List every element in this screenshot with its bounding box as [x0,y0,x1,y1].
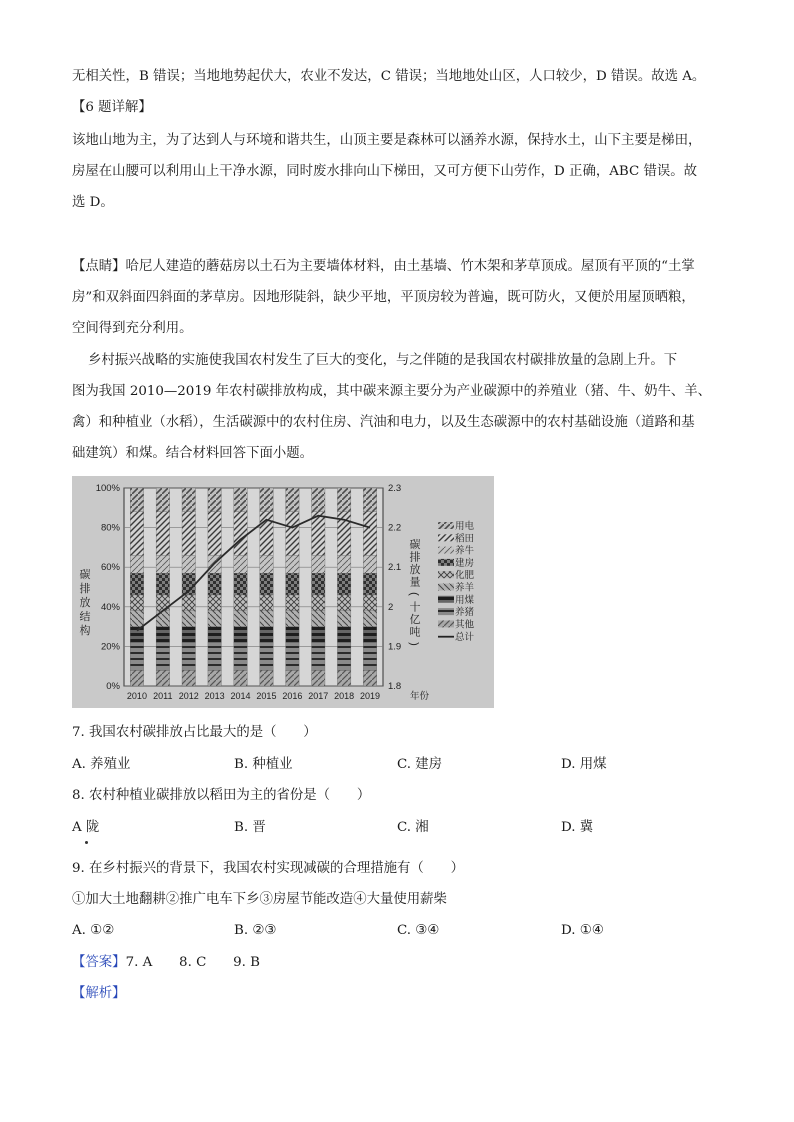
text-line: 空间得到充分利用。 [72,321,193,336]
q9-option-a: A. ①② [72,923,115,938]
bar-segment [130,670,143,686]
bar-segment [286,512,299,556]
bar-segment [260,488,273,512]
legend-label: 养猪 [455,607,475,619]
bar-segment [182,670,195,686]
y2-axis-label-char: 碳 [409,539,421,551]
bar-segment [234,512,247,556]
q9-option-b: B. ②③ [234,923,277,938]
bar-segment [182,642,195,670]
bar-segment [182,512,195,556]
bar-segment [312,573,325,595]
bar-segment [363,627,376,643]
answer-values: 7. A 8. C 9. B [125,955,260,970]
text-line: 房”和双斜面四斜面的茅草房。因地形陡斜，缺少平地，平顶房较为普遍，既可防火，又便於用屋顶晒粮， [72,290,695,305]
bar-segment [156,611,169,627]
bar-segment [130,642,143,670]
bar-segment [208,595,221,611]
x-axis-label: 年份 [410,691,430,702]
text-line: 乡村振兴战略的实施使我国农村发生了巨大的变化，与之伴随的是我国农村碳排放量的急剧上升。下 [88,353,678,368]
legend-swatch [438,547,454,554]
y-tick-label: 80% [100,522,120,534]
x-tick-label: 2014 [230,691,251,701]
bar-segment [363,573,376,595]
q7-option-c: C. 建房 [397,757,443,772]
y2-axis-label-char: 量 [409,576,421,589]
bar-segment [363,670,376,686]
bar-segment [156,555,169,573]
y2-tick-label: 2.2 [388,522,402,534]
x-tick-label: 2011 [153,691,173,701]
y-axis-label-char: 碳 [79,569,91,581]
y2-axis-label-char: 十 [409,601,421,614]
bar-segment [208,642,221,670]
text-line: 础建筑）和煤。结合材料回答下面小题。 [72,446,314,461]
y2-tick-label: 1.8 [388,681,402,692]
bar-segment [286,573,299,595]
bar-segment [260,611,273,627]
bar-segment [234,670,247,686]
y2-axis-label-char: ) [408,642,420,646]
bar-segment [363,642,376,670]
answer-label: 【答案】 [72,955,126,970]
q9-option-d: D. ①④ [561,923,604,938]
legend-swatch [438,608,454,615]
x-tick-label: 2019 [360,691,381,701]
legend-swatch [438,584,454,591]
x-tick-label: 2010 [126,691,147,701]
text-line: 图为我国 2010—2019 年农村碳排放构成，其中碳来源主要分为产业碳源中的养殖业（猪、牛、奶牛、羊、 [72,384,712,399]
bar-segment [182,595,195,611]
legend-label: 养羊 [455,582,475,594]
y2-axis-label-char: 亿 [409,614,421,626]
bar-segment [156,627,169,643]
legend-label: 建房 [455,557,475,569]
bar-segment [208,670,221,686]
bar-segment [208,488,221,512]
bar-segment [130,611,143,627]
bar-segment [182,611,195,627]
bar-segment [260,627,273,643]
bar-segment [156,595,169,611]
text-line: 【点睛】哈尼人建造的蘑菇房以土石为主要墙体材料，由土基墙、竹木架和茅草顶成。屋顶有平顶的“土掌 [72,259,695,274]
bar-segment [130,488,143,512]
bar-segment [156,488,169,512]
y-axis-label-char: 排 [79,583,91,595]
bar-segment [363,611,376,627]
legend-label: 化肥 [455,570,475,582]
bar-segment [286,670,299,686]
q7-option-a: A. 养殖业 [72,757,131,772]
x-tick-label: 2012 [178,691,199,701]
analysis-label: 【解析】 [72,986,126,1001]
bar-segment [234,611,247,627]
y-axis-label-char: 构 [79,625,91,637]
bar-segment [286,488,299,512]
bar-segment [337,488,350,512]
bar-segment [337,611,350,627]
bar-segment [337,627,350,643]
bar-segment [208,611,221,627]
legend-label: 稻田 [455,533,475,545]
question-7: 7. 我国农村碳排放占比最大的是（ ） [72,725,317,740]
stray-dot [85,841,88,844]
x-tick-label: 2013 [204,691,225,701]
bar-segment [234,488,247,512]
bar-segment [130,627,143,643]
y-tick-label: 40% [100,601,120,613]
carbon-emission-chart [72,476,494,708]
text-line: 房屋在山腰可以利用山上干净水源，同时废水排向山下梯田，又可方便下山劳作，D 正确，ABC 错误。故 [72,164,698,179]
bar-segment [208,573,221,595]
bar-segment [286,555,299,573]
q8-option-c: C. 湘 [397,820,429,835]
x-tick-label: 2016 [282,691,303,701]
bar-segment [260,595,273,611]
legend-swatch [438,596,454,603]
legend-swatch [438,620,454,627]
legend-swatch [438,534,454,541]
y2-tick-label: 2.1 [388,562,402,574]
x-tick-label: 2017 [308,691,329,701]
bar-segment [156,642,169,670]
y2-tick-label: 1.9 [388,641,402,653]
section-heading: 【6 题详解】 [72,100,152,115]
bar-segment [337,642,350,670]
bar-segment [337,555,350,573]
bar-segment [312,642,325,670]
bar-segment [260,642,273,670]
bar-segment [182,627,195,643]
q8-option-b: B. 晋 [234,820,266,835]
bar-segment [208,627,221,643]
bar-segment [156,670,169,686]
bar-segment [234,555,247,573]
legend-label: 用煤 [455,594,475,606]
bar-segment [312,611,325,627]
bar-segment [337,595,350,611]
bar-segment [363,488,376,512]
q7-option-d: D. 用煤 [561,757,607,772]
y-tick-label: 100% [95,483,120,494]
bar-segment [286,595,299,611]
legend-swatch [438,571,454,578]
bar-segment [130,512,143,556]
bar-segment [156,573,169,595]
question-9: 9. 在乡村振兴的背景下，我国农村实现减碳的合理措施有（ ） [72,861,464,876]
bar-segment [286,611,299,627]
q9-option-c: C. ③④ [397,923,440,938]
y2-tick-label: 2 [388,601,394,613]
bar-segment [130,573,143,595]
y2-axis-label-char: 吨 [409,626,421,639]
text-line: 无相关性，B 错误；当地地势起伏大，农业不发达，C 错误；当地地处山区，人口较少，D 错误。故选 A。 [72,69,706,84]
bar-segment [363,555,376,573]
bar-segment [312,595,325,611]
text-line: 禽）和种植业（水稻），生活碳源中的农村住房、汽油和电力，以及生态碳源中的农村基础设施（道路和基 [72,415,695,430]
q7-option-b: B. 种植业 [234,757,293,772]
y2-tick-label: 2.3 [388,483,402,494]
text-line: 选 D。 [72,195,114,210]
answer-line [72,954,260,972]
bar-segment [337,573,350,595]
x-tick-label: 2018 [334,691,355,701]
legend-label: 其他 [455,619,475,631]
bar-segment [363,595,376,611]
bar-segment [286,627,299,643]
y2-axis-label-char: 排 [409,551,421,564]
legend-label: 养牛 [455,545,475,557]
bar-segment [363,512,376,556]
bar-segment [156,512,169,556]
bar-segment [312,555,325,573]
y-axis-label-char: 放 [79,597,91,609]
legend-label: 用电 [455,521,475,532]
bar-segment [312,488,325,512]
y2-axis-label-char: ( [408,592,420,596]
y-tick-label: 20% [100,641,120,653]
y-tick-label: 0% [106,681,120,692]
bar-segment [234,642,247,670]
bar-segment [234,595,247,611]
q8-option-a: A 陇 [72,820,100,835]
bar-segment [260,555,273,573]
q9-items: ①加大土地翻耕②推广电车下乡③房屋节能改造④大量使用薪柴 [72,892,447,907]
bar-segment [260,573,273,595]
bar-segment [286,642,299,670]
question-8: 8. 农村种植业碳排放以稻田为主的省份是（ ） [72,788,371,803]
bar-segment [312,627,325,643]
x-tick-label: 2015 [256,691,277,701]
text-line: 该地山地为主，为了达到人与环境和谐共生，山顶主要是森林可以涵养水源，保持水土，山下主要是梯田， [72,133,702,148]
bar-segment [260,512,273,556]
bar-segment [130,595,143,611]
bar-segment [130,555,143,573]
bar-segment [182,488,195,512]
bar-segment [234,573,247,595]
bar-segment [260,670,273,686]
bar-segment [312,670,325,686]
y-axis-label-char: 结 [79,611,91,623]
y-tick-label: 60% [100,562,120,574]
legend-swatch [438,522,454,529]
bar-segment [182,555,195,573]
legend-label: 总计 [455,632,475,644]
legend-swatch [438,559,454,566]
bar-segment [234,627,247,643]
bar-segment [208,512,221,556]
bar-segment [337,670,350,686]
y2-axis-label-char: 放 [409,564,421,576]
q8-option-d: D. 冀 [561,820,594,835]
